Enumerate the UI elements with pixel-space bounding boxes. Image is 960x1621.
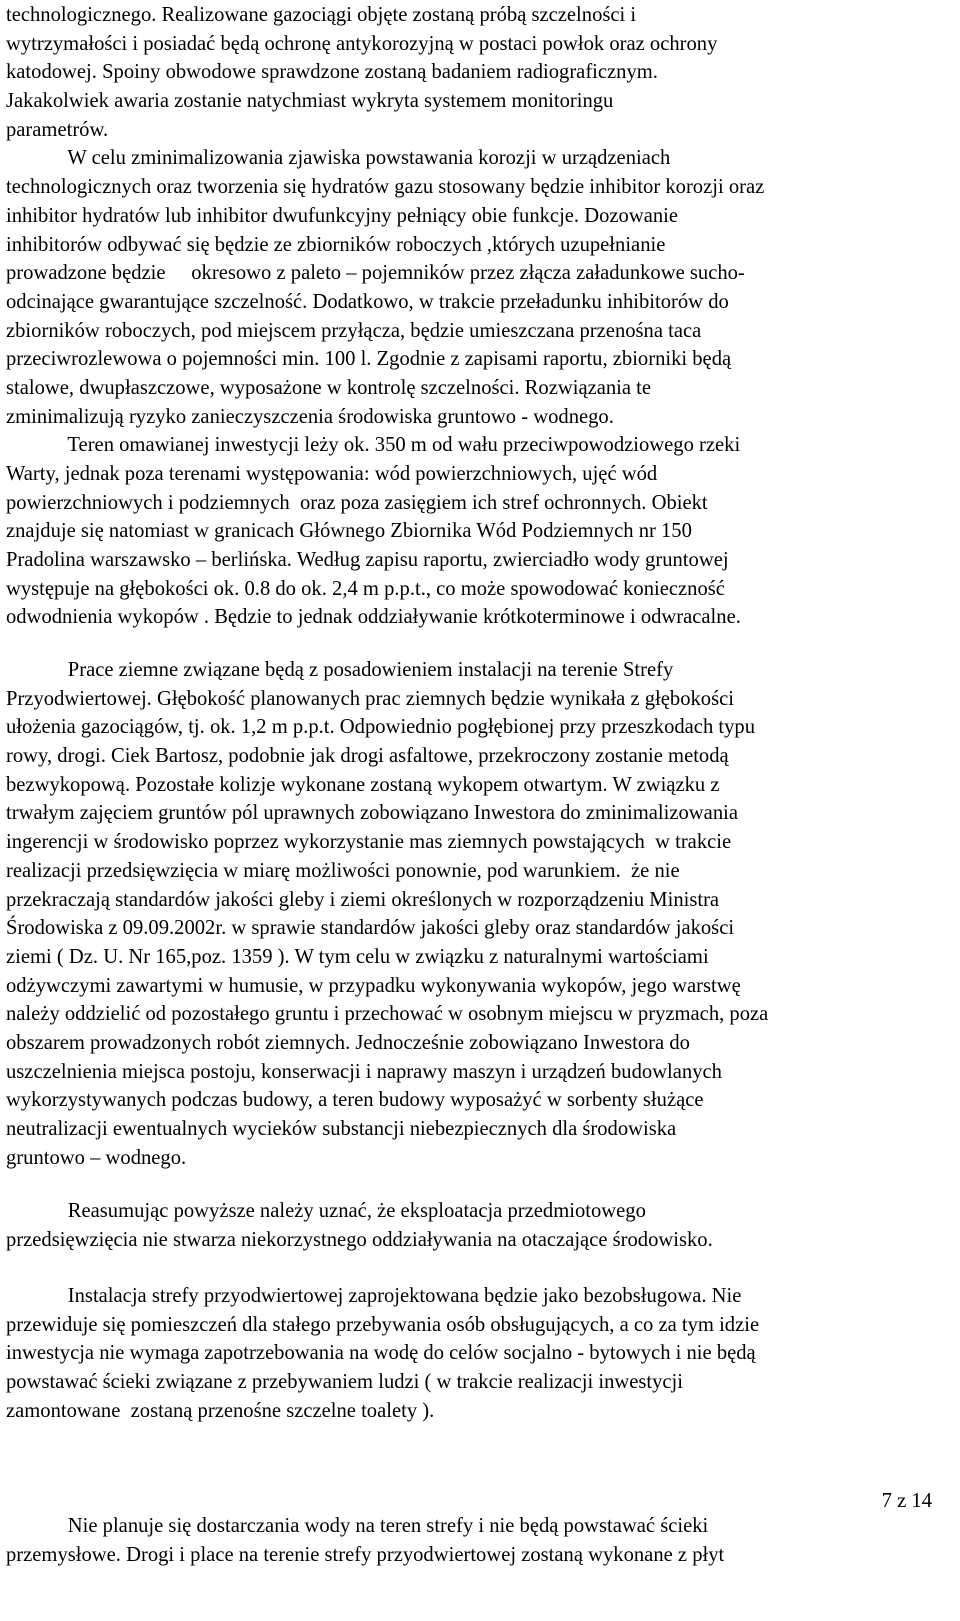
text-line: rowy, drogi. Ciek Bartosz, podobnie jak drogi asfaltowe, przekroczony zostanie metodą: [6, 745, 729, 768]
page-number: 7 z 14: [881, 1490, 932, 1512]
text-line: Instalacja strefy przyodwiertowej zaprojektowana będzie jako bezobsługowa. Nie: [6, 1285, 742, 1307]
text-line: występuje na głębokości ok. 0.8 do ok. 2,4 m p.p.t., co może spowodować konieczność: [6, 577, 725, 600]
paragraph-block-1: [6, 1, 946, 632]
text-line: obszarem prowadzonych robót ziemnych. Jednocześnie zobowiązano Inwestora do: [6, 1031, 690, 1054]
text-line: inwestycja nie wymaga zapotrzebowania na wodę do celów socjalno - bytowych i nie będą: [6, 1342, 756, 1365]
text-line: odwodnienia wykopów . Będzie to jednak oddziaływanie krótkoterminowe i odwracalne.: [6, 606, 741, 629]
text-line: Warty, jednak poza terenami występowania: wód powierzchniowych, ujęć wód: [6, 463, 658, 485]
text-line: ziemi ( Dz. U. Nr 165,poz. 1359 ). W tym celu w związku z naturalnymi wartościami: [6, 945, 709, 968]
paragraph-block-5: [6, 1512, 946, 1569]
text-line: bezwykopową. Pozostałe kolizje wykonane zostaną wykopem otwartym. W związku z: [6, 773, 720, 796]
text-line: powierzchniowych i podziemnych oraz poza zasięgiem ich stref ochronnych. Obiekt: [6, 491, 708, 514]
text-line: parametrów.: [6, 118, 109, 141]
text-line: gruntowo – wodnego.: [6, 1146, 187, 1169]
text-line: Środowiska z 09.09.2002r. w sprawie standardów jakości gleby oraz standardów jakości: [6, 917, 735, 940]
text-line: odżywczymi zawartymi w humusie, w przypadku wykonywania wykopów, jego warstwę: [6, 974, 741, 997]
text-line: katodowej. Spoiny obwodowe sprawdzone zostaną badaniem radiograficznym.: [6, 61, 658, 84]
text-line: zminimalizują ryzyko zanieczyszczenia środowiska gruntowo - wodnego.: [6, 405, 614, 428]
text-line: realizacji przedsięwzięcia w miarę możliwości ponownie, pod warunkiem. że nie: [6, 859, 680, 882]
text-line: Prace ziemne związane będą z posadowieniem instalacji na terenie Strefy: [6, 659, 674, 681]
text-line: przemysłowe. Drogi i place na terenie strefy przyodwiertowej zostaną wykonane z płyt: [6, 1543, 725, 1566]
text-line: Przyodwiertowej. Głębokość planowanych prac ziemnych będzie wynikała z głębokości: [6, 687, 734, 710]
paragraph-block-4: [6, 1282, 946, 1425]
text-line: uszczelnienia miejsca postoju, konserwacji i naprawy maszyn i urządzeń budowlanych: [6, 1060, 722, 1083]
text-line: przekraczają standardów jakości gleby i ziemi określonych w rozporządzeniu Ministra: [6, 888, 720, 911]
text-line: Teren omawianej inwestycji leży ok. 350 m od wału przeciwpowodziowego rzeki: [6, 434, 741, 457]
text-line: zamontowane zostaną przenośne szczelne toalety ).: [6, 1399, 435, 1422]
text-line: odcinające gwarantujące szczelność. Dodatkowo, w trakcie przeładunku inhibitorów do: [6, 290, 729, 313]
text-line: trwałym zajęciem gruntów pól uprawnych zobowiązano Inwestora do zminimalizowania: [6, 802, 738, 825]
text-line: przewiduje się pomieszczeń dla stałego przebywania osób obsługujących, a co za tym idzie: [6, 1313, 760, 1336]
text-line: powstawać ścieki związane z przebywaniem ludzi ( w trakcie realizacji inwestycji: [6, 1371, 683, 1394]
text-line: neutralizacji ewentualnych wycieków substancji niebezpiecznych dla środowiska: [6, 1118, 677, 1140]
text-line: prowadzone będzie okresowo z paleto – pojemników przez złącza załadunkowe sucho-: [6, 262, 745, 285]
text-line: ingerencji w środowisko poprzez wykorzystanie mas ziemnych powstających w trakcie: [6, 831, 732, 854]
text-line: przeciwrozlewowa o pojemności min. 100 l. Zgodnie z zapisami raportu, zbiorniki będą: [6, 348, 732, 371]
text-line: zbiorników roboczych, pod miejscem przyłącza, będzie umieszczana przenośna taca: [6, 319, 702, 342]
text-line: inhibitor hydratów lub inhibitor dwufunkcyjny pełniący obie funkcje. Dozowanie: [6, 204, 679, 227]
text-line: przedsięwzięcia nie stwarza niekorzystnego oddziaływania na otaczające środowisko.: [6, 1228, 713, 1251]
text-line: stalowe, dwupłaszczowe, wyposażone w kontrolę szczelności. Rozwiązania te: [6, 376, 652, 399]
text-line: technologicznego. Realizowane gazociągi objęte zostaną próbą szczelności i: [6, 4, 637, 26]
text-line: W celu zminimalizowania zjawiska powstawania korozji w urządzeniach: [6, 147, 671, 170]
text-line: Nie planuje się dostarczania wody na teren strefy i nie będą powstawać ścieki: [6, 1515, 709, 1537]
text-line: wykorzystywanych podczas budowy, a teren budowy wyposażyć w sorbenty służące: [6, 1089, 704, 1112]
text-line: Jakakolwiek awaria zostanie natychmiast wykryta systemem monitoringu: [6, 90, 614, 113]
text-line: inhibitorów odbywać się będzie ze zbiorników roboczych ,których uzupełnianie: [6, 233, 666, 256]
paragraph-block-3: [6, 1197, 946, 1254]
text-line: Reasumując powyższe należy uznać, że eksploatacja przedmiotowego: [6, 1200, 646, 1222]
text-line: technologicznych oraz tworzenia się hydratów gazu stosowany będzie inhibitor korozji oraz: [6, 176, 765, 199]
text-line: ułożenia gazociągów, tj. ok. 1,2 m p.p.t. Odpowiednio pogłębionej przy przeszkodach typu: [6, 716, 755, 739]
text-line: Pradolina warszawsko – berlińska. Według zapisu raportu, zwierciadło wody gruntowej: [6, 549, 729, 572]
text-line: należy oddzielić od pozostałego gruntu i przechować w osobnym miejscu w pryzmach, poza: [6, 1003, 769, 1026]
text-line: wytrzymałości i posiadać będą ochronę antykorozyjną w postaci powłok oraz ochrony: [6, 32, 718, 55]
paragraph-block-2: [6, 656, 946, 1172]
text-line: znajduje się natomiast w granicach Głównego Zbiornika Wód Podziemnych nr 150: [6, 520, 692, 543]
